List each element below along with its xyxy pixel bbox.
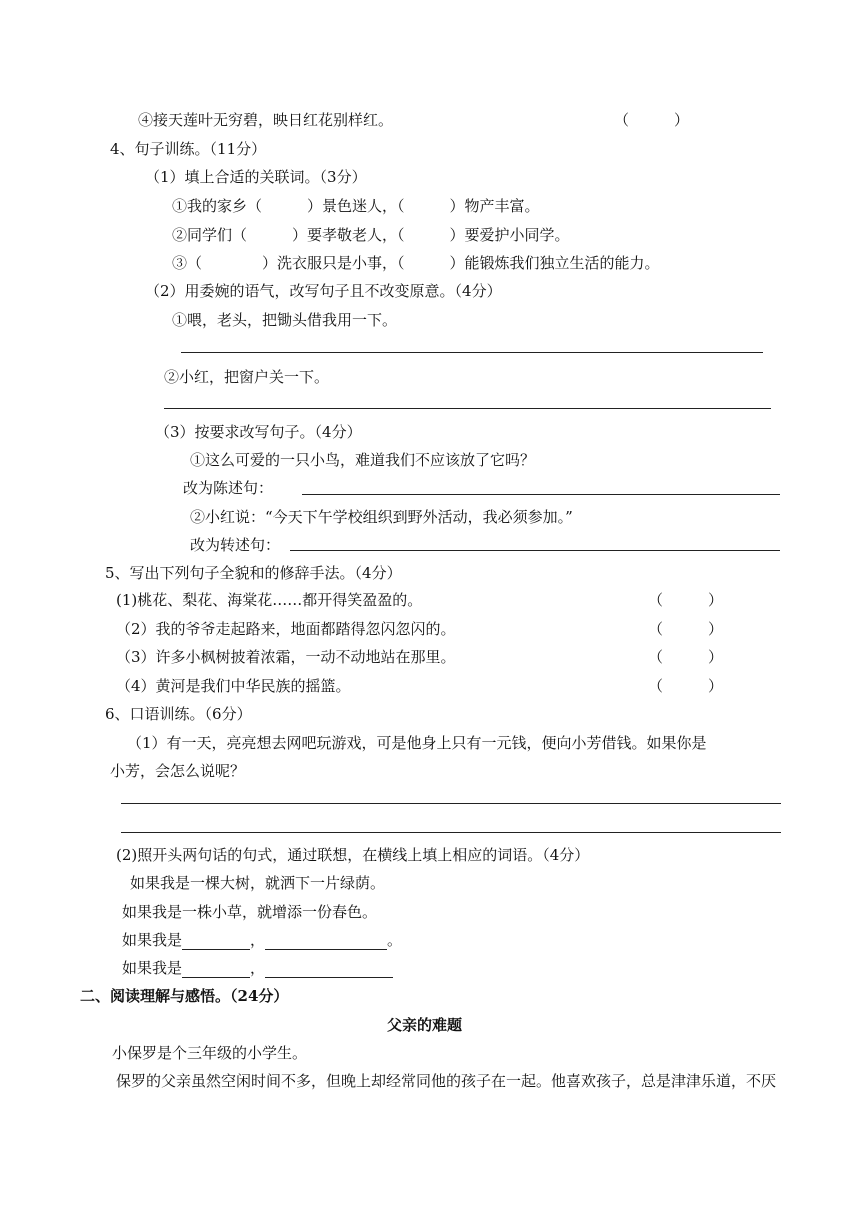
answer-line[interactable]: [181, 352, 763, 353]
rhetoric-item-3: （3）许多小枫树披着浓霜，一动不动地站在那里。: [116, 648, 456, 666]
answer-paren: （ ）: [648, 648, 724, 666]
connective-item-2: ②同学们（ ）要孝敬老人，（ ）要爱护小同学。: [172, 226, 570, 244]
declarative-label: 改为陈述句：: [183, 479, 274, 497]
answer-line[interactable]: [290, 550, 780, 551]
article-paragraph-2: 保罗的父亲虽然空闲时间不多，但晚上却经常同他的孩子在一起。他喜欢孩子，总是津津乐道，不厌: [116, 1072, 777, 1090]
answer-paren: （ ）: [614, 111, 690, 129]
answer-paren: （ ）: [648, 677, 724, 695]
fill-line-1: [122, 930, 402, 950]
comma: ，: [250, 931, 266, 949]
pattern-line-2: 如果我是一株小草，就增添一份春色。: [122, 903, 378, 921]
connective-item-3: ③（ ）洗衣服只是小事，（ ）能锻炼我们独立生活的能力。: [172, 254, 660, 272]
section-4-heading: 4、句子训练。（11分）: [110, 140, 267, 158]
article-title: 父亲的难题: [387, 1016, 463, 1034]
answer-paren: （ ）: [648, 620, 724, 638]
rhetoric-item-2: （2）我的爷爷走起路来，地面都踏得忽闪忽闪的。: [116, 620, 456, 638]
transform-item-2: ②小红说：“今天下午学校组织到野外活动，我必须参加。”: [190, 508, 573, 526]
section-6-2-heading: (2)照开头两句话的句式，通过联想，在横线上填上相应的词语。（4分）: [116, 846, 590, 864]
rhetoric-item-1: (1)桃花、梨花、海棠花……都开得笑盈盈的。: [116, 591, 423, 609]
comma: ，: [250, 959, 266, 977]
oral-item-1-line-1: （1）有一天，亮亮想去网吧玩游戏，可是他身上只有一元钱，便向小芳借钱。如果你是: [127, 734, 707, 752]
period: 。: [387, 931, 403, 949]
answer-line[interactable]: [302, 494, 780, 495]
answer-line[interactable]: [121, 832, 781, 833]
part-2-heading: 二、阅读理解与感悟。（24分）: [80, 987, 289, 1005]
pattern-line-1: 如果我是一棵大树，就洒下一片绿荫。: [130, 874, 386, 892]
section-4-2-heading: （2）用委婉的语气，改写句子且不改变原意。（4分）: [145, 282, 502, 300]
section-6-heading: 6、口语训练。（6分）: [105, 705, 252, 723]
fill-line-2: [122, 958, 393, 978]
transform-item-1: ①这么可爱的一只小鸟，难道我们不应该放了它吗？: [190, 451, 536, 469]
section-5-heading: 5、写出下列句子全貌和的修辞手法。（4分）: [105, 564, 402, 582]
indirect-speech-label: 改为转述句：: [190, 536, 281, 554]
fill-blank[interactable]: [265, 961, 393, 978]
answer-paren: （ ）: [648, 591, 724, 609]
fill-prefix: 如果我是: [122, 931, 183, 949]
connective-item-1: ①我的家乡（ ）景色迷人，（ ）物产丰富。: [172, 197, 540, 215]
section-4-1-heading: （1）填上合适的关联词。（3分）: [145, 168, 367, 186]
poem-line-4: ④接天莲叶无穷碧，映日红花别样红。: [138, 111, 394, 129]
fill-blank[interactable]: [182, 961, 250, 978]
fill-blank[interactable]: [182, 933, 250, 950]
rewrite-item-2: ②小红，把窗户关一下。: [164, 368, 330, 386]
section-4-3-heading: （3）按要求改写句子。（4分）: [155, 423, 362, 441]
rewrite-item-1: ①喂，老头，把锄头借我用一下。: [172, 311, 398, 329]
fill-blank[interactable]: [265, 933, 387, 950]
answer-line[interactable]: [164, 408, 771, 409]
article-paragraph-1: 小保罗是个三年级的小学生。: [112, 1044, 308, 1062]
oral-item-1-line-2: 小芳，会怎么说呢？: [110, 762, 246, 780]
answer-line[interactable]: [121, 803, 781, 804]
fill-prefix: 如果我是: [122, 959, 183, 977]
rhetoric-item-4: （4）黄河是我们中华民族的摇篮。: [116, 677, 351, 695]
